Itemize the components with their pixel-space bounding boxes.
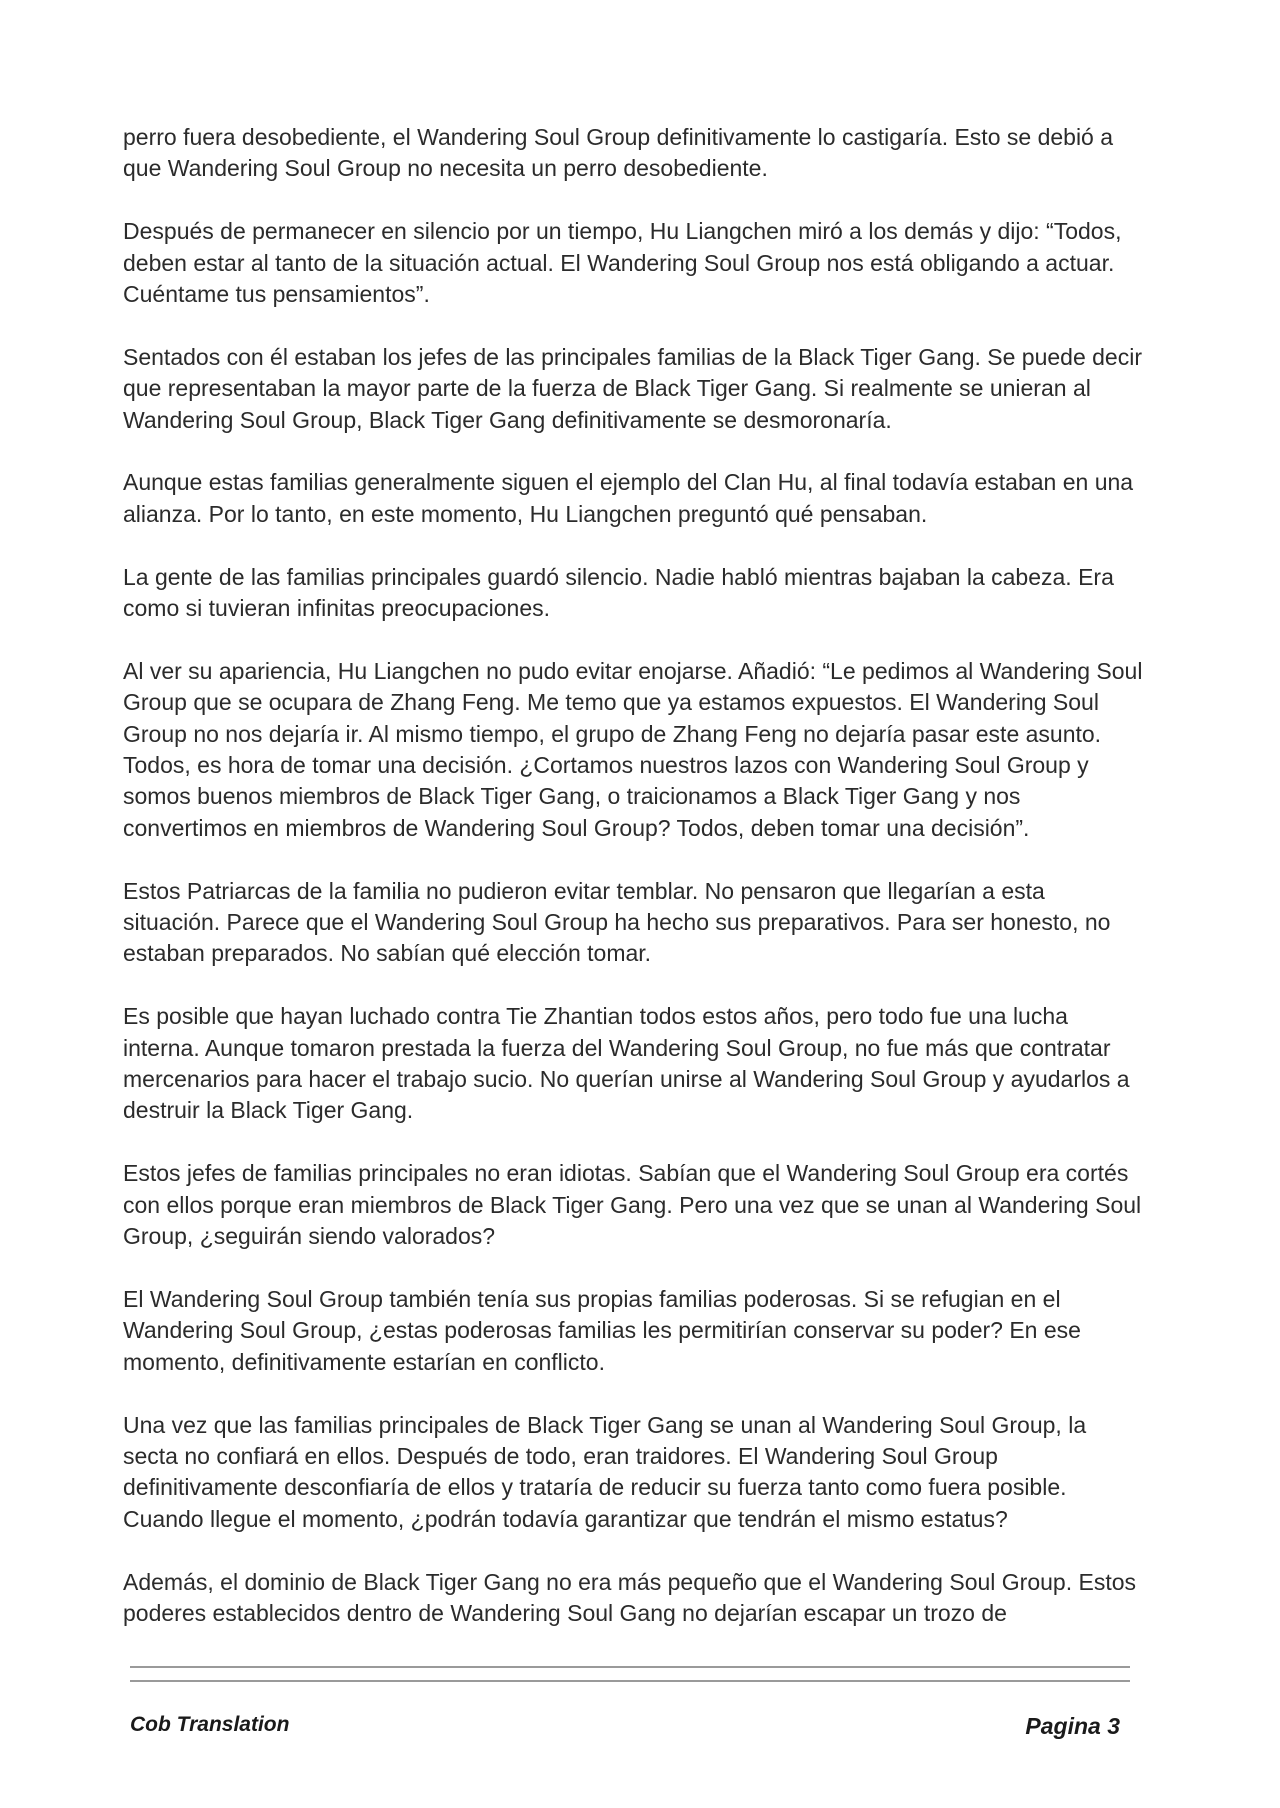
paragraph-8: Es posible que hayan luchado contra Tie Zhantian todos estos años, pero todo fue una lucha interna. Aunque tomaron prestada la fuerza del Wandering Soul Group, no fue más que contratar mercenarios para hacer el trabajo sucio. No querían unirse al Wandering Soul Group y ayudarlos a destruir la Black Tiger Gang.	[123, 1003, 1130, 1124]
footer-translator-name: Cob Translation	[130, 1713, 290, 1736]
paragraph-10: El Wandering Soul Group también tenía sus propias familias poderosas. Si se refugian en el Wandering Soul Group, ¿estas poderosas familias les permitirían conservar su poder? En ese momento, definitivamente estarían en conflicto.	[123, 1285, 1081, 1375]
paragraph-9: Estos jefes de familias principales no eran idiotas. Sabían que el Wandering Soul Group era cortés con ellos porque eran miembros de Black Tiger Gang. Pero una vez que se unan al Wandering Soul Group, ¿seguirán siendo valorados?	[123, 1160, 1142, 1250]
footer-divider-top	[130, 1666, 1130, 1668]
body-text	[123, 122, 1143, 1661]
footer-divider-bottom	[130, 1680, 1130, 1682]
paragraph-7: Estos Patriarcas de la familia no pudieron evitar temblar. No pensaron que llegarían a esta situación. Parece que el Wandering Soul Group ha hecho sus preparativos. Para ser honesto, no estaban preparados. No sabían qué elección tomar.	[123, 877, 1111, 967]
paragraph-6: Al ver su apariencia, Hu Liangchen no pudo evitar enojarse. Añadió: “Le pedimos al Wandering Soul Group que se ocupara de Zhang Feng. Me temo que ya estamos expuestos. El Wandering Soul Group no nos dejaría ir. Al mismo tiempo, el grupo de Zhang Feng no dejaría pasar este asunto. Todos, es hora de tomar una decisión. ¿Cortamos nuestros lazos con Wandering Soul Group y somos buenos miembros de Black Tiger Gang, o traicionamos a Black Tiger Gang y nos convertimos en miembros de Wandering Soul Group? Todos, deben tomar una decisión”.	[123, 657, 1143, 841]
paragraph-2: Después de permanecer en silencio por un tiempo, Hu Liangchen miró a los demás y dijo: “Todos, deben estar al tanto de la situación actual. El Wandering Soul Group nos está obligando a actuar. Cuéntame tus pensamientos”.	[123, 218, 1122, 308]
paragraph-5: La gente de las familias principales guardó silencio. Nadie habló mientras bajaban la cabeza. Era como si tuvieran infinitas preocupaciones.	[123, 563, 1114, 622]
paragraph-1: perro fuera desobediente, el Wandering Soul Group definitivamente lo castigaría. Esto se debió a que Wandering Soul Group no necesita un perro desobediente.	[123, 124, 1114, 182]
paragraph-11: Una vez que las familias principales de Black Tiger Gang se unan al Wandering Soul Group, la secta no confiará en ellos. Después de todo, eran traidores. El Wandering Soul Group definitivamente desconfiaría de ellos y trataría de reducir su fuerza tanto como fuera posible. Cuando llegue el momento, ¿podrán todavía garantizar que tendrán el mismo estatus?	[123, 1411, 1087, 1532]
paragraph-3: Sentados con él estaban los jefes de las principales familias de la Black Tiger Gang. Se puede decir que representaban la mayor parte de la fuerza de Black Tiger Gang. Si realmente se unieran al Wandering Soul Group, Black Tiger Gang definitivamente se desmoronaría.	[123, 343, 1142, 433]
paragraph-12: Además, el dominio de Black Tiger Gang no era más pequeño que el Wandering Soul Group. Estos poderes establecidos dentro de Wandering Soul Gang no dejarían escapar un trozo de	[123, 1568, 1137, 1626]
footer-page-number: Pagina 3	[1025, 1713, 1120, 1739]
paragraph-4: Aunque estas familias generalmente siguen el ejemplo del Clan Hu, al final todavía estaban en una alianza. Por lo tanto, en este momento, Hu Liangchen preguntó qué pensaban.	[123, 469, 1134, 527]
